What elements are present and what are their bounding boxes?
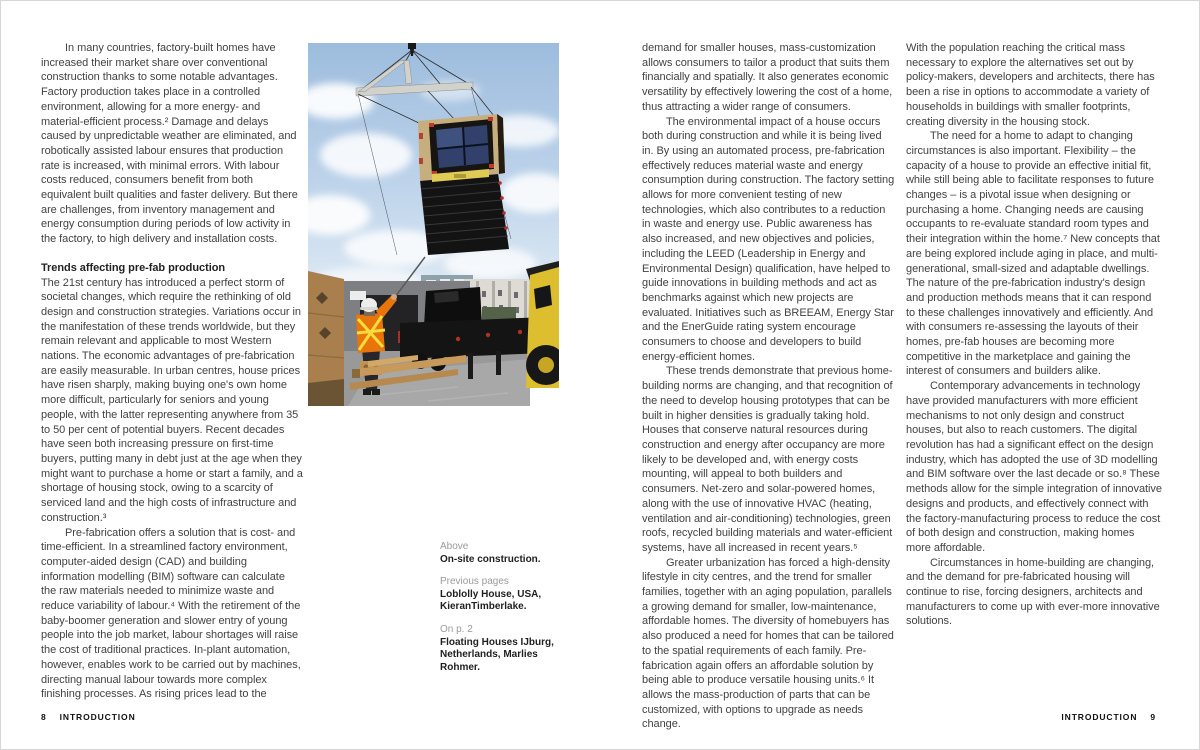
paragraph-flexibility: The need for a home to adapt to changing circumstances is also important. Flexibility – the capacity of a house to provide an effective initial fit, while still being able to facilitate responses to future changes – is a pivotal issue when designing or purchasing a home. Changing needs are causing occupants to re-evaluate standard room types and their integration within the home.⁷ New concepts that are being explored include aging in place, and multi-generational, small-sized and adaptable dwellings. The nature of the pre-fabrication industry's design and production methods means that it can respond to these challenges innovatively and efficiently. And with consumers re-assessing the layouts of their homes, pre-fab houses are becoming more competitive in the marketplace and gaining the interest of consumers and builders alike. [906, 130, 1160, 378]
right-page-text-column-1 [642, 41, 895, 732]
caption-previous-pages-text: Loblolly House, USA, KieranTimberlake. [440, 588, 542, 613]
right-page-number: 9 [1150, 712, 1156, 722]
left-page-footer [41, 712, 136, 722]
left-page-text-column [41, 41, 303, 702]
caption-above-text: On-site construction. [440, 553, 541, 565]
right-section-title: INTRODUCTION [1061, 712, 1138, 722]
paragraph-demand-smaller-houses: demand for smaller houses, mass-customization allows consumers to tailor a product that suits them financially and spatially. It also generates economic versatility by effectively lowering the cost of a home, thus attracting a wider range of consumers. [642, 42, 893, 113]
left-section-title: INTRODUCTION [59, 712, 136, 722]
paragraph-prefab-solution: Pre-fabrication offers a solution that is cost- and time-efficient. In a streamlined factory environment, computer-aided design (CAD) and building information modelling (BIM) software can calculate the raw materials needed to minimize waste and reduce variability of labour.⁴ With the retirement of the baby-boomer generation and slower entry of young people into the job market, labour shortages will raise the cost of traditional practices. In-plant automation, however, enables work to be carried out by machines, directing manual labour towards more complex finishing processes. As rising prices lead to the [41, 526, 301, 701]
paragraph-environmental-impact: The environmental impact of a house occurs both during construction and while it is being lived in. By using an automated process, pre-fabrication effectively reduces material waste and energy consumption during construction. The factory setting allows for more convenient testing of new technologies, which also contributes to a reduction in waste and energy use. Public awareness has also increased, and new objectives and policies, including the LEED (Leadership in Energy and Environmental Design) qualification, have helped to guide innovations in building methods and act as benchmarks against which new projects are evaluated. Initiatives such as BREEAM, Energy Star and the EnerGuide rating system encourage consumers to choose and developers to build energy-efficient homes. [642, 115, 895, 363]
on-site-construction-photo [308, 43, 559, 406]
caption-above-label: Above [440, 541, 469, 552]
caption-on-p2-label: On p. 2 [440, 623, 473, 635]
right-page-footer [1061, 712, 1156, 722]
crane-truck [526, 261, 559, 388]
trailer-bed [400, 317, 546, 359]
plywood-crates [308, 271, 344, 406]
paragraph-circumstances-changing: Circumstances in home-building are changing, and the demand for pre-fabricated housing will continue to rise, forcing designers, architects and manufacturers to come up with ever-more innovative solutions. [906, 556, 1160, 628]
paragraph-greater-urbanization: Greater urbanization has forced a high-density lifestyle in city centres, and the trend for smaller families, together with an aging population, parallels a growing demand for smaller, low-maintenance, affordable homes. The diversity of homebuyers has also produced a need for homes that can be tailored to the spatial requirements of each family. Pre-fabrication again offers an affordable solution by being able to produce versatile housing units.⁶ It allows the mass-production of parts that can be customized, with options to upgrade as needs change. [642, 556, 894, 731]
right-page-text-column-2 [906, 41, 1162, 629]
paragraph-population-critical-mass: With the population reaching the critical mass necessary to explore the alternatives set out by policy-makers, developers and architects, there has been a rise in options to accommodate a variety of households in buildings with smaller footprints, creating diversity in the housing stock. [906, 42, 1155, 128]
caption-previous-pages-label: Previous pages [440, 576, 509, 588]
photo-captions [440, 541, 572, 684]
paragraph-factory-built: In many countries, factory-built homes have increased their market share over conventional construction thanks to some notable advantages. Factory production takes place in a controlled environment, allowing for a more energy- and material-efficient process.² Damage and delays caused by unpredictable weather are eliminated, and robotically assisted labour ensures that production rate is increased, with minimal errors. With labour costs reduced, consumers benefit from both equivalent built qualities and faster delivery. But there are challenges, from inventory management and energy consumption during periods of low activity in the factory, to high delivery and installation costs. [41, 42, 298, 246]
paragraph-21st-century: The 21st century has introduced a perfect storm of societal changes, which require the rethinking of old design and construction strategies. Variations occur in the manifestation of these trends worldwide, but they remain relevant and applicable to most Western nations. The economic advantages of pre-fabrication are easily measurable. In urban centres, house prices have risen sharply, making buying one's own home more difficult, particularly for seniors and young people, with the latter representing anywhere from 35 to 50 per cent of potential buyers. Recent decades have seen both increasing pressure on first-time buyers, putting many in debt just at the age when they might want to purchase a home or start a family, and a shortage of housing stock, owing to a scarcity of serviced land and the high costs of infrastructure and construction.³ [41, 276, 303, 524]
modular-unit [418, 114, 509, 255]
paragraph-technology-advancements: Contemporary advancements in technology have provided manufacturers with more efficient mechanisms to not only design and construct houses, but also to reach customers. The digital revolution has had a significant effect on the design industry, which has adopted the use of 3D modelling and BIM software over the last decade or so.⁸ These methods allow for the simple integration of innovative designs and products, and effectively connect with the factory-manufacturing process to reduce the cost of both design and construction, making homes more affordable. [906, 380, 1162, 554]
construction-photo-illustration [308, 43, 559, 406]
caption-on-p2-text: Floating Houses IJburg, Netherlands, Marlies Rohmer. [440, 636, 554, 673]
section-heading-trends: Trends affecting pre-fab production [41, 261, 226, 274]
paragraph-previous-norms: These trends demonstrate that previous home-building norms are changing, and that recognition of the need to develop housing prototypes that can be built in higher densities is gradually taking hold. Houses that conserve natural resources during construction and energy after occupancy are more likely to be developed and, with energy costs mounting, will appeal to both builders and consumers. Net-zero and solar-powered homes, along with the use of innovative HVAC (heating, ventilation and air-conditioning) technologies, green roofs, recycled building materials and water-efficient systems, have all increased in recent years.⁵ [642, 365, 893, 554]
left-page-number: 8 [41, 712, 47, 722]
